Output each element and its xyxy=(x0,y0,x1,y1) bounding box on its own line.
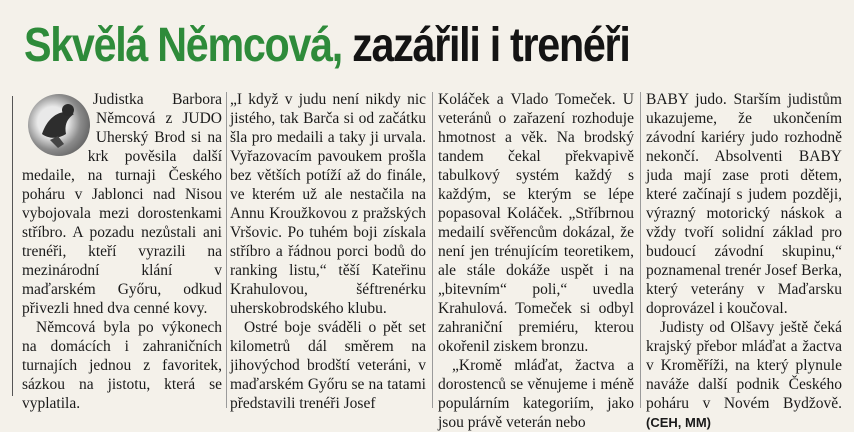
headline xyxy=(24,6,729,84)
left-border xyxy=(12,96,13,396)
paragraph: Judistka Barbora Němcová z JUDO Uherský Brod si na krk pověsila další medaile, na turnaji Českého poháru v Jablonci nad Nisou vybojovala mezi dorostenkami stříbro. A pozadu nezůstali ani trenéři, kteří vyrazili na mezinárodní klání v maďarském Győru, odkud přivezli hned dva cenné kovy. xyxy=(22,91,222,317)
headline-highlight: Skvělá Němcová, xyxy=(24,18,342,72)
column-divider xyxy=(640,92,641,408)
column-3 xyxy=(438,90,634,431)
headline-rest: zazářili i trenéři xyxy=(352,18,630,72)
paragraph: Němcová byla po výkonech na domácích i zahraničních turnajích jednou z favoritek, sázkou na jistotu, která se vyplatila. xyxy=(22,319,222,412)
column-2 xyxy=(230,90,426,412)
column-4 xyxy=(646,90,842,430)
column-divider xyxy=(226,92,227,408)
paragraph: Koláček a Vlado Tomeček. U veteránů o zařazení rozhoduje hmotnost a věk. Na brodský tandem čekal překvapivě tabulkový systém každý s každým, se kterým se lépe popasoval Koláček. „Stříbrnou medailí svěřencům dokázal, že není jen trénujícím teoretikem, ale stále dokáže uspět i na „bitevním“ poli,“ uvedla Krahulová. Tomeček si odbyl zahraniční premiéru, kterou okořenil ziskem bronzu. xyxy=(438,91,634,355)
author-signature: (CEH, MM) xyxy=(646,415,711,430)
paragraph: „I když v judu není nikdy nic jistého, tak Barča si od začátku šla pro medaili a taky ji urvala. Vyřazovacím pavoukem prošla bez větších potíží až do finále, ve kterém už ale nestačila na Annu Kroužkovou z pražských Vršovic. Po tuhém boji získala stříbro a řádnou porci bodů do ranking listu,“ těší Kateřinu Krahulovou, šéftrenérku uherskobrodského klubu. xyxy=(230,91,426,317)
paragraph-text: Judisty od Olšavy ještě čeká krajský přebor mláďat a žactva v Kroměříži, na který plynule naváže další podnik Českého poháru v Novém Bydžově. xyxy=(646,319,842,412)
paragraph: BABY judo. Starším judistům ukazujeme, že ukončením závodní kariéry judo rozhodně nekončí. Absolventi BABY juda mají zase proti dětem, které začínají s judem později, výrazný motorický náskok a vždy tvoří solidní základ pro budoucí závodní skupinu,“ poznamenal trenér Josef Berka, který veterány v Maďarsku doprovázel i koučoval. xyxy=(646,91,842,317)
paragraph xyxy=(646,318,842,432)
judo-photo-icon xyxy=(28,94,90,156)
paragraph: Ostré boje sváděli o pět set kilometrů dál směrem na jihovýchod brodští veteráni, v maďarském Győru se na tatami představili trenéři Josef xyxy=(230,319,426,412)
column-1 xyxy=(22,90,222,412)
paragraph: „Kromě mláďat, žactva a dorostenců se věnujeme i méně populárním kategoriím, jako jsou právě veterán nebo xyxy=(438,357,634,431)
column-divider xyxy=(432,92,433,408)
